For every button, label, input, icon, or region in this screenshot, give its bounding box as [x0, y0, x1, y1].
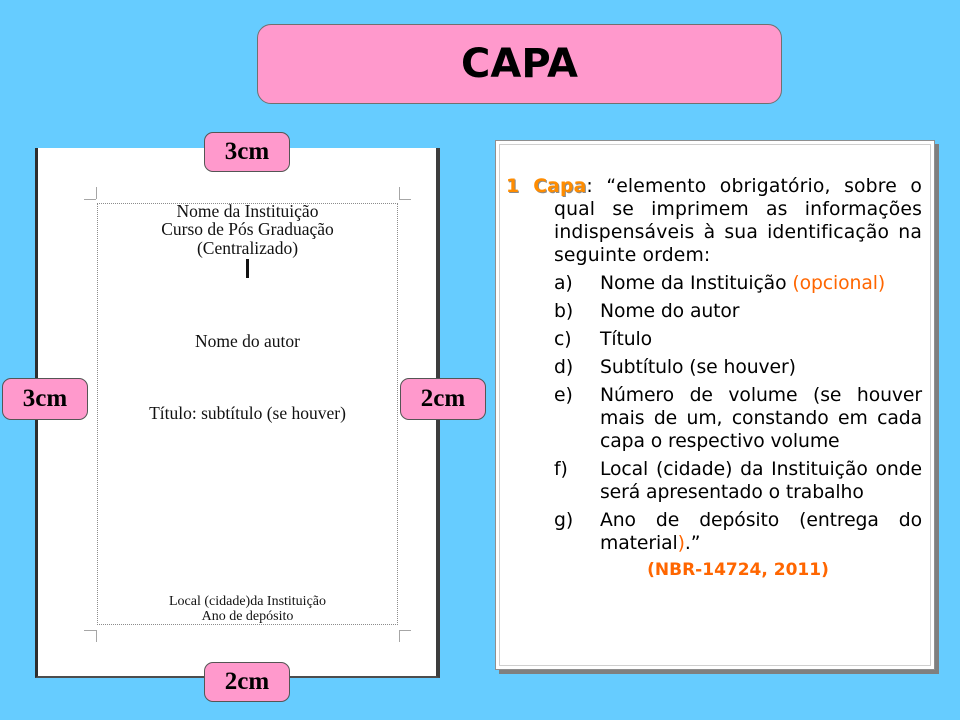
definition-colon: : — [586, 176, 593, 197]
list-item-text — [600, 509, 922, 555]
list-marker: e) — [554, 385, 573, 406]
list-item — [506, 272, 922, 295]
margin-label-top: 3cm — [204, 132, 290, 172]
list-marker: d) — [554, 357, 574, 378]
list-marker: f) — [554, 459, 568, 480]
list-marker: a) — [554, 273, 573, 294]
list-item-closing-paren: ) — [677, 533, 685, 554]
list-item-end: .” — [684, 533, 701, 554]
slide-title: CAPA — [461, 41, 578, 87]
definition-heading: 1 Capa — [506, 176, 587, 197]
list-marker: c) — [554, 329, 572, 350]
list-item-text: Local (cidade) da Instituição onde será apresentado o trabalho — [600, 459, 922, 503]
margin-label-bottom: 2cm — [204, 662, 290, 702]
preview-location: Local (cidade)da Instituição — [168, 594, 327, 609]
page-text-area — [97, 203, 398, 625]
definition-list — [506, 272, 922, 555]
preview-year: Ano de depósito — [201, 609, 294, 624]
list-item-note: (opcional) — [792, 273, 886, 294]
preview-institution: Nome da Instituição — [176, 201, 319, 221]
list-item — [506, 300, 922, 323]
list-item — [506, 509, 922, 555]
text-cursor-icon — [246, 259, 249, 278]
definition-intro — [506, 175, 922, 267]
preview-title-line: Título: subtítulo (se houver) — [149, 403, 346, 423]
cover-page-preview — [35, 148, 440, 678]
crop-mark-bottom-right-v — [399, 630, 400, 642]
preview-alignment-note: (Centralizado) — [196, 238, 299, 258]
preview-course: Curso de Pós Graduação — [161, 219, 334, 239]
list-item — [506, 384, 922, 453]
list-item — [506, 328, 922, 351]
list-item-text — [600, 272, 922, 295]
slide-title-banner — [257, 24, 782, 104]
list-item-main: Nome da Instituição — [600, 273, 787, 294]
list-item — [506, 458, 922, 504]
crop-mark-bottom-left-h — [84, 630, 96, 631]
list-item-text: Subtítulo (se houver) — [600, 357, 796, 378]
definition-box — [495, 140, 935, 670]
list-marker: b) — [554, 301, 574, 322]
list-item-main: Ano de depósito (entrega do material — [600, 510, 922, 554]
crop-mark-bottom-right-h — [399, 630, 411, 631]
crop-mark-top-right-v — [399, 187, 400, 199]
crop-mark-top-left-h — [84, 199, 96, 200]
margin-label-right: 2cm — [400, 378, 486, 420]
definition-intro-text: “elemento obrigatório, sobre o qual se imprimem as informações indispensáveis à sua identificação na seguinte ordem: — [554, 176, 922, 266]
margin-label-left: 3cm — [2, 378, 88, 420]
preview-author: Nome do autor — [195, 331, 300, 351]
list-marker: g) — [554, 510, 574, 531]
list-item — [506, 356, 922, 379]
crop-mark-top-right-h — [399, 199, 411, 200]
list-item-text: Nome do autor — [600, 301, 740, 322]
citation: (NBR-14724, 2011) — [647, 560, 829, 580]
crop-mark-top-left-v — [96, 187, 97, 199]
list-item-text: Número de volume (se houver mais de um, constando em cada capa o respectivo volume — [600, 385, 922, 452]
list-item-text: Título — [600, 329, 653, 350]
crop-mark-bottom-left-v — [96, 630, 97, 642]
